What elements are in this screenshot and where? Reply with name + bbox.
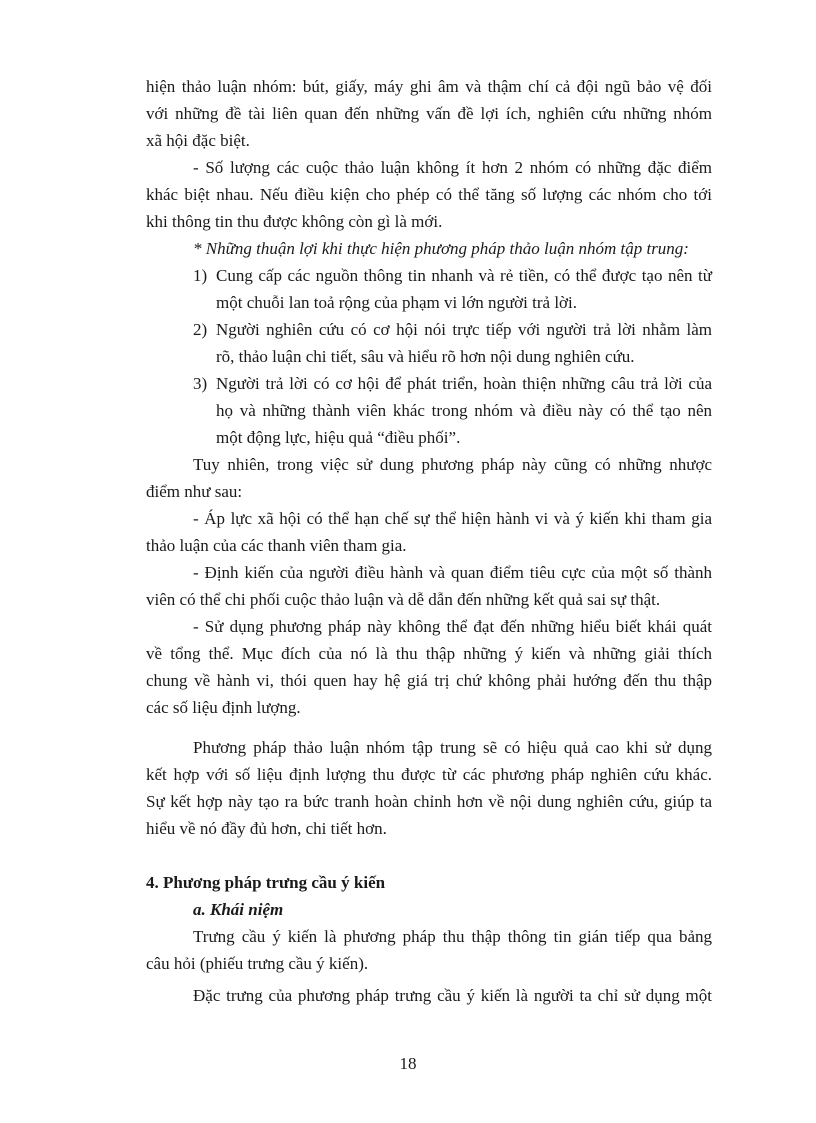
paragraph-line: câu hỏi (phiếu trưng cầu ý kiến). [146, 954, 369, 973]
advantages-heading: * Những thuận lợi khi thực hiện phương pháp thảo luận nhóm tập trung: [193, 239, 689, 258]
paragraph-line: các số liệu định lượng. [146, 698, 301, 717]
paragraph-line: xã hội đặc biệt. [146, 131, 250, 150]
list-item-line: rõ, thảo luận chi tiết, sâu và hiểu rõ hơn nội dung nghiên cứu. [216, 347, 635, 366]
list-item-line: họ và những thành viên khác trong nhóm và điều này có thể tạo nên [216, 401, 712, 420]
list-item-number: 1) [193, 266, 208, 285]
paragraph-line: chung về hành vi, thói quen hay hệ giá trị chứ không phải hướng đến thu thập [146, 671, 712, 690]
paragraph-line: Trưng cầu ý kiến là phương pháp thu thập thông tin gián tiếp qua bảng [193, 927, 712, 946]
paragraph-line: hiểu về nó đầy đủ hơn, chi tiết hơn. [146, 819, 387, 838]
paragraph-line: - Áp lực xã hội có thể hạn chế sự thể hiện hành vi và ý kiến khi tham gia [193, 509, 712, 528]
paragraph-line: khi thông tin thu được không còn gì là mới. [146, 212, 443, 231]
list-item-line: Cung cấp các nguồn thông tin nhanh và rẻ tiền, có thể được tạo nên từ [216, 266, 712, 285]
list-item-line: một động lực, hiệu quả “điều phối”. [216, 428, 461, 447]
section-heading: 4. Phương pháp trưng cầu ý kiến [146, 873, 386, 892]
page-number: 18 [399, 1054, 417, 1073]
list-item-line: Người trả lời có cơ hội để phát triển, hoàn thiện những câu trả lời của [216, 374, 712, 393]
list-item-line: Người nghiên cứu có cơ hội nói trực tiếp với người trả lời nhằm làm [216, 320, 712, 339]
list-item-number: 2) [193, 320, 208, 339]
list-item-line: một chuỗi lan toả rộng của phạm vi lớn người trả lời. [216, 293, 578, 312]
paragraph-line: viên có thể chi phối cuộc thảo luận và dễ dẫn đến những kết quả sai sự thật. [146, 590, 661, 609]
paragraph-line: thảo luận của các thanh viên tham gia. [146, 536, 407, 555]
paragraph-line: hiện thảo luận nhóm: bút, giấy, máy ghi âm và thậm chí cả đội ngũ bảo vệ đối [146, 77, 712, 96]
paragraph-line: về tổng thể. Mục đích của nó là thu thập những ý kiến và những giải thích [146, 644, 712, 663]
paragraph-line: khác biệt nhau. Nếu điều kiện cho phép có thể tăng số lượng các nhóm cho tới [146, 185, 712, 204]
paragraph-line: Đặc trưng của phương pháp trưng cầu ý kiến là người ta chỉ sử dụng một [193, 986, 712, 1005]
paragraph-line: với những đề tài liên quan đến những vấn đề lợi ích, nghiên cứu những nhóm [146, 104, 712, 123]
subsection-heading: a. Khái niệm [193, 900, 284, 919]
paragraph-line: kết hợp với số liệu định lượng thu được từ các phương pháp nghiên cứu khác. [146, 765, 712, 784]
paragraph-line: Tuy nhiên, trong việc sử dung phương pháp này cũng có những nhược [193, 455, 712, 474]
paragraph-line: - Sử dụng phương pháp này không thể đạt đến những hiểu biết khái quát [193, 617, 712, 636]
list-item-number: 3) [193, 374, 208, 393]
paragraph-line: - Định kiến của người điều hành và quan điểm tiêu cực của một số thành [193, 563, 712, 582]
paragraph-line: Phương pháp thảo luận nhóm tập trung sẽ có hiệu quả cao khi sử dụng [193, 738, 712, 757]
paragraph-line: - Số lượng các cuộc thảo luận không ít hơn 2 nhóm có những đặc điểm [193, 158, 712, 177]
paragraph-line: Sự kết hợp này tạo ra bức tranh hoàn chỉnh hơn về nội dung nghiên cứu, giúp ta [146, 792, 712, 811]
paragraph-line: điểm như sau: [146, 482, 243, 501]
